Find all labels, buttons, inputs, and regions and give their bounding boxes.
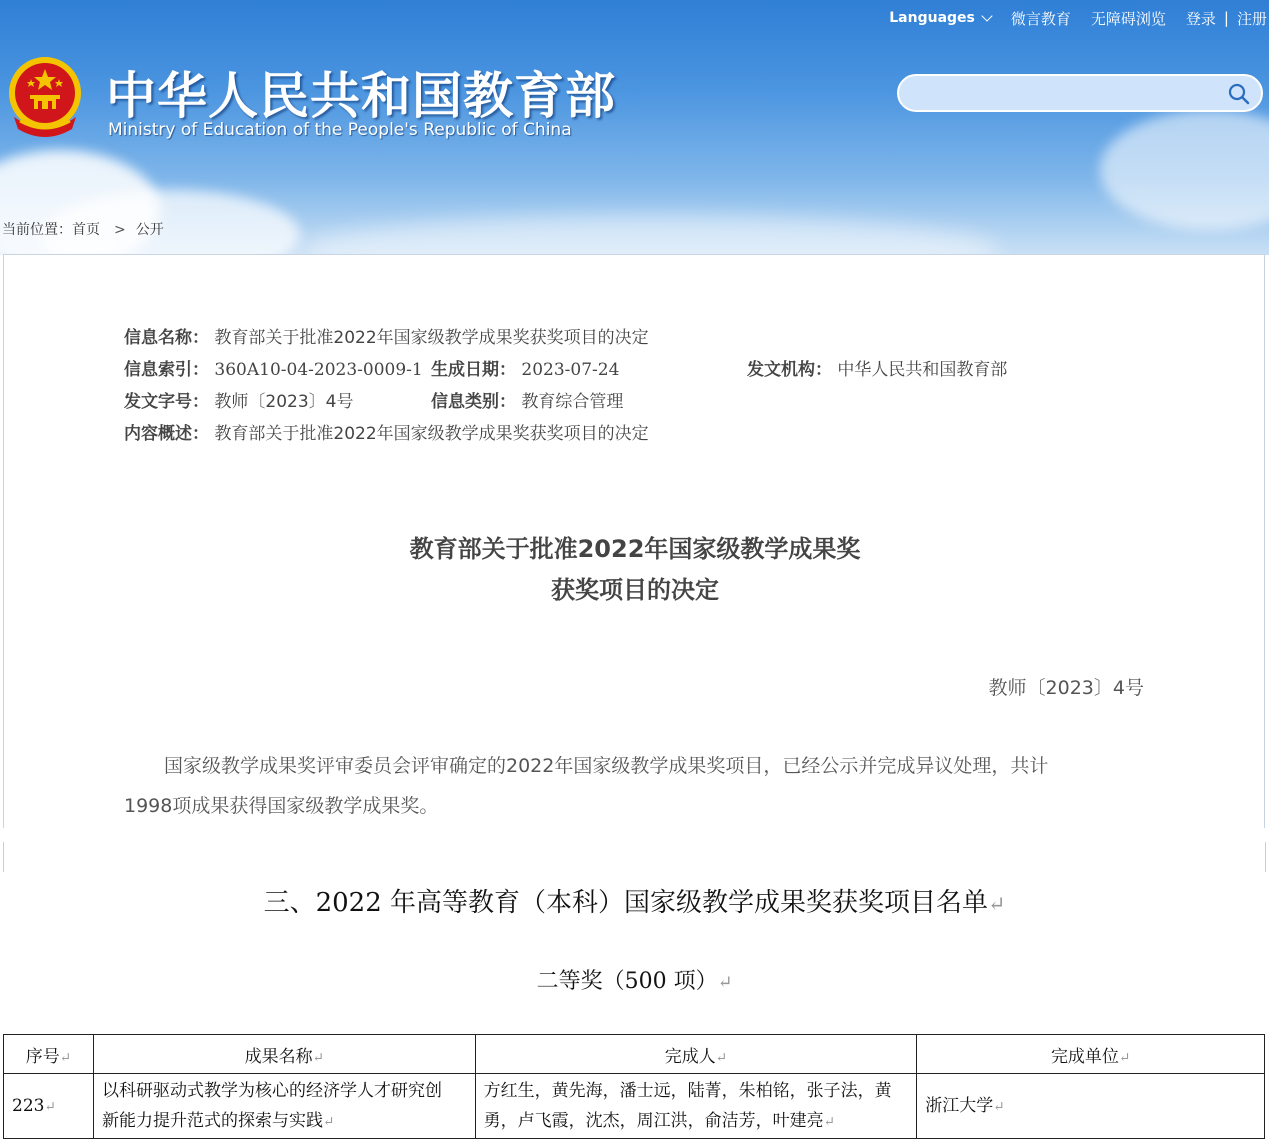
breadcrumb bbox=[2, 219, 170, 239]
document-title-line1: 教育部关于批准2022年国家级教学成果奖 bbox=[409, 535, 861, 563]
meta-org-label: 发文机构： bbox=[747, 360, 832, 380]
section-title-text: 三、2022 年高等教育（本科）国家级教学成果奖获奖项目名单 bbox=[263, 888, 988, 918]
meta-docnum-label: 发文字号： bbox=[124, 392, 209, 412]
paragraph-mark-icon: ↵ bbox=[322, 1113, 335, 1130]
paragraph-mark-icon: ↵ bbox=[44, 1098, 56, 1115]
paragraph-mark-icon: ↵ bbox=[312, 1049, 324, 1066]
document-number: 教师〔2023〕4号 bbox=[988, 677, 1144, 699]
section-divider bbox=[0, 828, 1269, 874]
meta-category-label: 信息类别： bbox=[431, 392, 516, 412]
site-subtitle: Ministry of Education of the People's Republic of China bbox=[108, 120, 572, 140]
paragraph-mark-icon: ↵ bbox=[1118, 1049, 1131, 1066]
paragraph-mark-icon: ↵ bbox=[59, 1049, 72, 1066]
breadcrumb-prefix: 当前位置： bbox=[2, 222, 72, 238]
meta-row-docnum bbox=[124, 387, 354, 412]
meta-row-org bbox=[747, 355, 1007, 380]
paragraph-mark-icon: ↵ bbox=[988, 892, 1006, 916]
meta-row-name bbox=[124, 323, 649, 348]
meta-row-date bbox=[431, 355, 619, 380]
table-header-row bbox=[4, 1035, 1265, 1074]
meta-name-value: 教育部关于批准2022年国家级教学成果奖获奖项目的决定 bbox=[214, 328, 649, 348]
nav-register-link[interactable]: 注册 bbox=[1236, 9, 1267, 28]
paragraph-mark-icon: ↵ bbox=[823, 1113, 836, 1130]
meta-org-value: 中华人民共和国教育部 bbox=[837, 360, 1008, 380]
languages-label: Languages bbox=[889, 10, 975, 26]
cell-people: 方红生，黄先海，潘士远，陆菁，朱柏铭，张子法，黄 勇，卢飞霞，沈杰，周江洪，俞洁芳，叶建亮↵ bbox=[475, 1074, 917, 1139]
column-header-unit: 完成单位↵ bbox=[917, 1035, 1265, 1074]
award-level-text: 二等奖（500 项） bbox=[536, 969, 718, 994]
cloud-decoration bbox=[300, 215, 1000, 255]
chevron-down-icon bbox=[981, 10, 992, 21]
divider-line bbox=[3, 842, 4, 872]
meta-name-label: 信息名称： bbox=[124, 328, 209, 348]
meta-docnum-value: 教师〔2023〕4号 bbox=[214, 392, 354, 412]
search-icon[interactable] bbox=[1227, 82, 1251, 106]
paragraph-mark-icon: ↵ bbox=[715, 1049, 728, 1066]
nav-weiyan-link[interactable]: 微言教育 bbox=[1010, 9, 1071, 28]
search-box bbox=[897, 74, 1263, 112]
meta-row-index bbox=[124, 355, 423, 380]
paragraph-mark-icon: ↵ bbox=[717, 973, 733, 993]
meta-index-value: 360A10-04-2023-0009-1 bbox=[214, 360, 423, 380]
site-header bbox=[0, 0, 1269, 255]
chevron-right-icon: > bbox=[114, 222, 126, 238]
meta-summary-value: 教育部关于批准2022年国家级教学成果奖获奖项目的决定 bbox=[214, 424, 649, 444]
cloud-decoration bbox=[1100, 110, 1269, 230]
meta-summary-label: 内容概述： bbox=[124, 424, 209, 444]
languages-dropdown[interactable] bbox=[889, 10, 991, 26]
column-header-people: 完成人↵ bbox=[475, 1035, 917, 1074]
meta-index-label: 信息索引： bbox=[124, 360, 209, 380]
top-nav bbox=[869, 6, 1269, 30]
national-emblem-icon[interactable] bbox=[6, 55, 84, 139]
breadcrumb-current: 公开 bbox=[135, 222, 164, 238]
article-content bbox=[3, 254, 1265, 828]
paragraph-mark-icon: ↵ bbox=[993, 1098, 1005, 1115]
meta-row-category bbox=[431, 387, 623, 412]
cell-no: 223↵ bbox=[4, 1074, 94, 1139]
nav-accessibility-link[interactable]: 无障碍浏览 bbox=[1090, 9, 1166, 28]
site-title: 中华人民共和国教育部 bbox=[106, 66, 616, 125]
column-header-name: 成果名称↵ bbox=[93, 1035, 475, 1074]
search-input[interactable] bbox=[913, 81, 1217, 107]
meta-row-summary bbox=[124, 419, 649, 444]
cell-name: 以科研驱动式教学为核心的经济学人才研究创 新能力提升范式的探索与实践↵ bbox=[93, 1074, 475, 1139]
cell-unit: 浙江大学↵ bbox=[917, 1074, 1265, 1139]
breadcrumb-home-link[interactable]: 首页 bbox=[72, 222, 100, 238]
awards-table bbox=[3, 1034, 1265, 1139]
body-paragraph-line2: 1998项成果获得国家级教学成果奖。 bbox=[124, 795, 439, 817]
section-title bbox=[0, 882, 1269, 919]
divider-line bbox=[1265, 842, 1266, 872]
body-paragraph-line1: 国家级教学成果奖评审委员会评审确定的2022年国家级教学成果奖项目，已经公示并完成异议处理，共计 bbox=[164, 755, 1049, 777]
nav-login-link[interactable]: 登录 bbox=[1185, 9, 1216, 28]
table-row bbox=[4, 1074, 1265, 1139]
award-level-title bbox=[0, 964, 1269, 995]
meta-category-value: 教育综合管理 bbox=[521, 392, 624, 412]
document-title-line2: 获奖项目的决定 bbox=[551, 576, 719, 604]
meta-date-label: 生成日期： bbox=[431, 360, 516, 380]
column-header-no: 序号↵ bbox=[4, 1035, 94, 1074]
meta-date-value: 2023-07-24 bbox=[521, 360, 620, 380]
nav-separator: | bbox=[1223, 9, 1229, 27]
